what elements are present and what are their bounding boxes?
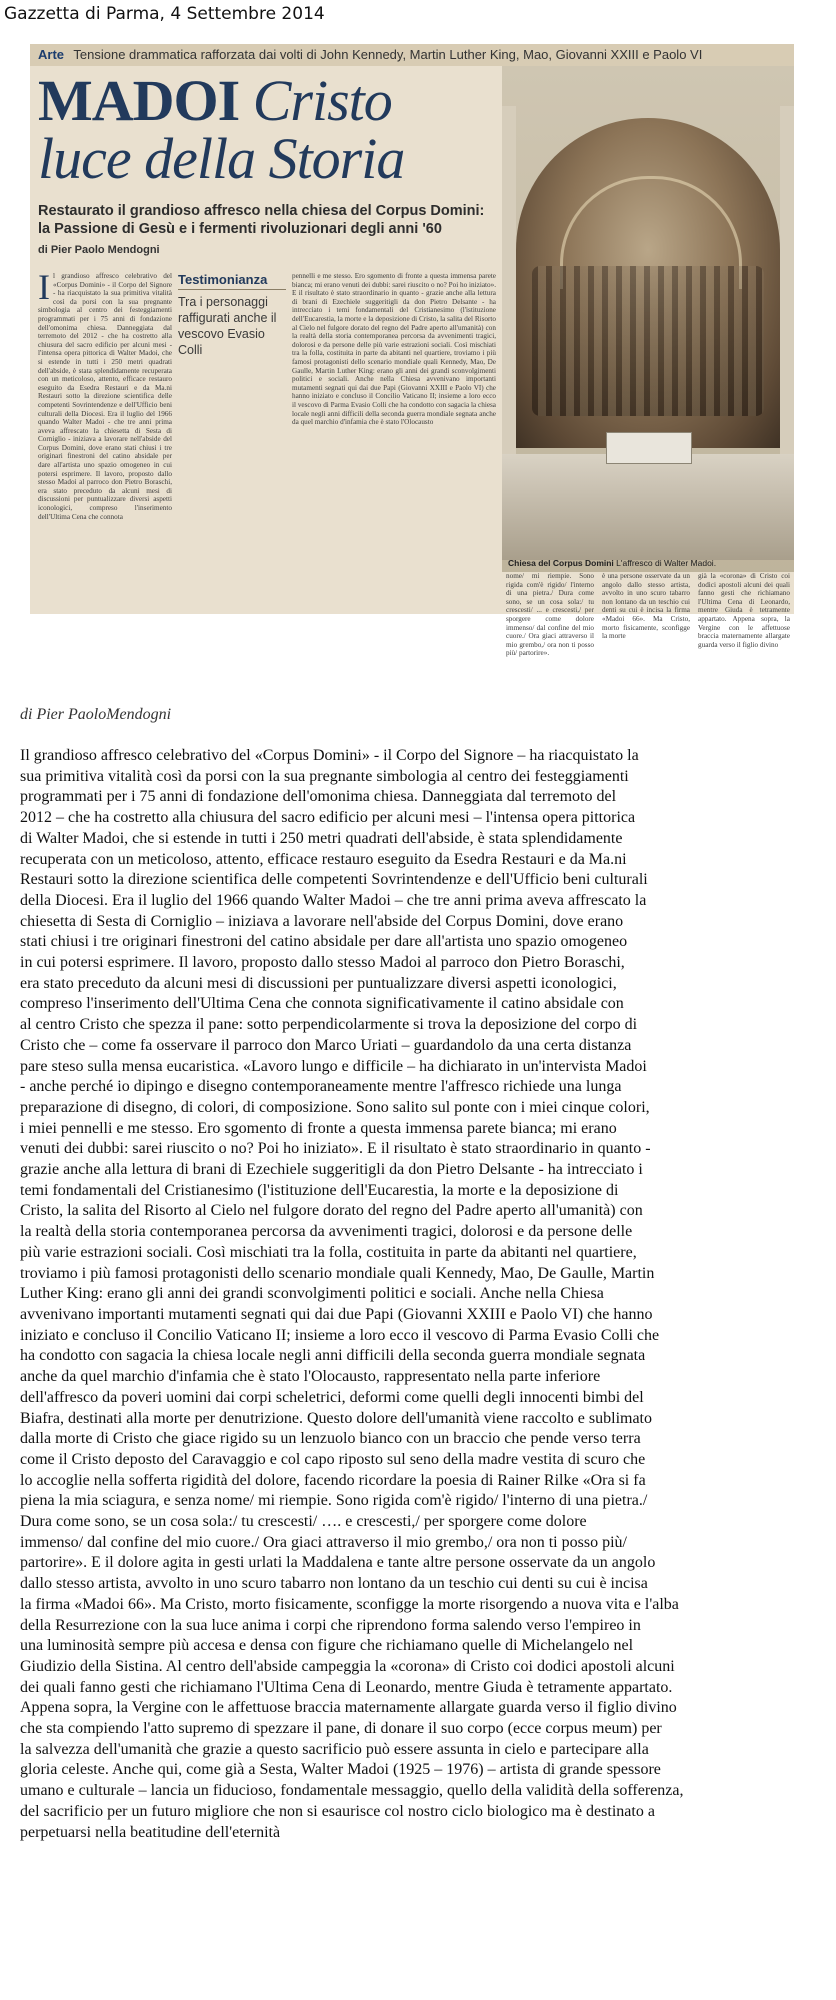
pillar-right — [780, 106, 794, 466]
column-2 — [292, 272, 496, 614]
headline-line2: luce della Storia — [38, 126, 405, 191]
bottom-column-1: nome/ mi riempie. Sono rigida com'è rigido/ l'interno di una pietra./ Dura come sono, se un cosa sola:/ tu crescesti/ ... e crescesti,/ per sporgere come dolore immenso/ dal confine del mio cuore./ Ora giaci attraverso il mio grembo,/ ora non ti posso più/ partorire». — [506, 572, 594, 658]
column-1-text: l grandioso affresco celebrativo del «Corpus Domini» - il Corpo del Signore - ha riacquistato la sua primitiva vitalità così da porsi con la sua pregnante simbologia al centro dei festeggiamenti programmati per i 75 anni di fondazione dell'omonima chiesa. Danneggiata dal terremoto del 2012 - che ha costretto alla chiusura del sacro edificio per alcuni mesi - l'intensa opera pittorica di Walter Madoi, che si estende in tutti i 250 metri quadrati dell'abside, è stata splendidamente recuperata con un meticoloso, attento, efficace restauro eseguito da Esedra Restauri e da Ma.ni Restauri sotto la direzione scientifica delle competenti Sovrintendenze e dell'Ufficio beni culturali della Diocesi. Era il luglio del 1966 quando Walter Madoi - che tre anni prima aveva affrescato la chiesetta di Sesta di Corniglio - iniziava a lavorare nell'abside del Corpus Domini, dove erano stati chiusi i tre originari finestroni del catino absidale per dare all'artista uno spazio omogeneo in cui potersi esprimere. Il lavoro, proposto dallo stesso Madoi al parroco don Pietro Boraschi, era stato preceduto da alcuni mesi di discussioni per puntualizzare diversi aspetti iconologici, compreso l'inserimento dell'Ultima Cena che connota — [38, 272, 172, 521]
body-line: che sta compiendo l'atto supremo di spezzare il pane, di donare il suo corpo (ecce corpus meum) per — [20, 1720, 662, 1738]
body-line: troviamo i più famosi protagonisti dello scenario mondiale quali Kennedy, Mao, De Gaulle, Martin — [20, 1264, 655, 1282]
body-line: Cristo, la salita del Risorto al Cielo nel fulgore dorato del regno del Padre aperto all'umanità) con — [20, 1202, 643, 1220]
body-line: più varie estrazioni sociali. Così mischiati tra la folla, costituita in parte da abitanti nel quartiere, — [20, 1243, 637, 1261]
body-line: partorire». E il dolore agita in gesti urlati la Maddalena e tante altre persone osservate da un angolo — [20, 1554, 656, 1572]
body-line: Restauri sotto la direzione scientifica delle competenti Sovrintendenze e dell'Ufficio beni culturali — [20, 871, 648, 889]
body-line: dallo stesso artista, avvolto in uno scuro tabarro non lontano da un teschio cui denti su cui è incisa — [20, 1575, 648, 1593]
body-line: venuti dei dubbi: sarei riuscito o no? Poi ho iniziato». E il risultato è stato straordinario in quanto - — [20, 1140, 651, 1158]
headline-italic: Cristo — [252, 68, 392, 133]
body-line: umano e culturale – lancia un fiducioso, fondamentale messaggio, quello della validità della sofferenza, — [20, 1782, 684, 1800]
body-line: di Walter Madoi, che si estende in tutti i 250 metri quadrati dell'abside, è stata splendidamente — [20, 829, 623, 847]
body-line: una luminosità sempre più accesa e densa con figure che richiamano quelle di Michelangelo nel — [20, 1637, 634, 1655]
altar — [606, 432, 692, 464]
body-line: la salvezza dell'umanità che grazie a questo sacrificio può essere assunta in cielo e partecipare alla — [20, 1740, 649, 1758]
headline — [38, 68, 498, 191]
body-line: preparazione di disegno, di colori, di composizione. Sono salito sul ponte con i miei cinque colori, — [20, 1098, 650, 1116]
body-line: i miei pennelli e me stesso. Ero sgomento di fronte a questa immensa parete bianca; mi erano — [20, 1119, 617, 1137]
body-line: grazie anche alla lettura di brani di Ezechiele suggeritigli da don Pietro Delsante - ha intrecciato i — [20, 1161, 643, 1179]
church-floor — [502, 454, 794, 560]
body-line: Cristo che – come fa osservare il parroco don Marco Uriati – guardandolo da una certa distanza — [20, 1036, 632, 1054]
body-line: - anche perché io dipingo e disegno contemporaneamente mentre l'affresco richiede una lunga — [20, 1078, 622, 1096]
body-line: chiesetta di Sesta di Corniglio – iniziava a lavorare nell'abside del Corpus Domini, dove erano — [20, 912, 624, 930]
testimonianza-text: Tra i personaggi raffigurati anche il vescovo Evasio Colli — [178, 295, 277, 357]
body-line: stati chiusi i tre originari finestroni del catino absidale per dare all'artista uno spazio omogeneo — [20, 933, 628, 951]
body-line: pare steso sulla mensa eucaristica. «Lavoro lungo e difficile – ha dichiarato in un'intervista Madoi — [20, 1057, 647, 1075]
body-line: come il Cristo deposto del Caravaggio e col capo riposto sul seno della madre vestita di scuro che — [20, 1450, 646, 1468]
body-line: dei quali fanno gesti che richiamano l'Ultima Cena di Leonardo, mentre Giuda è tetramente appartato. — [20, 1678, 673, 1696]
testimonianza-title: Testimonianza — [178, 272, 286, 290]
masthead: Gazzetta di Parma, 4 Settembre 2014 — [4, 4, 325, 24]
kicker-text: Tensione drammatica rafforzata dai volti di John Kennedy, Martin Luther King, Mao, Giovanni XXIII e Paolo VI — [73, 47, 703, 62]
body-line: dell'affresco da poveri uomini dai corpi scheletrici, deformi come quelli degli innocenti bimbi del — [20, 1388, 644, 1406]
body-line: programmati per i 75 anni di fondazione dell'omonima chiesa. Danneggiata dal terremoto del — [20, 788, 617, 806]
body-line: recuperata con un meticoloso, attento, efficace restauro eseguito da Esedra Restauri e da Ma.ni — [20, 850, 627, 868]
body-line: ha condotto con sagacia la chiesa locale negli anni difficili della seconda guerra mondiale segnata — [20, 1347, 646, 1365]
body-line: lo accoglie nella sofferta rigidità del dolore, facendo ricordare la poesia di Rainer Rilke «Ora si fa — [20, 1471, 646, 1489]
caption-bold: Chiesa del Corpus Domini — [508, 558, 614, 568]
bottom-column-2: è una persone osservate da un angolo dallo stesso artista, avvolto in uno scuro tabarro non lontano da un teschio cui denti su cui è incisa la firma «Madoi 66». Ma Cristo, morto fisicamente, sconfigge la morte — [602, 572, 690, 641]
body-line: era stato preceduto da alcuni mesi di discussioni per puntualizzare diversi aspetti iconologici, — [20, 974, 617, 992]
body-line: Giudizio della Sistina. Al centro dell'abside campeggia la «corona» di Cristo coi dodici apostoli alcuni — [20, 1657, 675, 1675]
bottom-column-3: già la «corona» di Cristo coi dodici apostoli alcuni dei quali fanno gesti che richiamano l'Ultima Cena di Leonardo, mentre Giuda è tetramente appartato. Appena sopra, la Vergine con le affettuose braccia maternamente allargate guarda verso il figlio divino — [698, 572, 790, 649]
column-1 — [38, 267, 172, 614]
body-line: la firma «Madoi 66». Ma Cristo, morto fisicamente, sconfigge la morte risorgendo a nuova vita e l'alba — [20, 1595, 679, 1613]
article-byline: di Pier PaoloMendogni — [20, 706, 172, 723]
body-line: perpetuarsi nella beatitudine dell'eternità — [20, 1823, 281, 1841]
body-line: avvenivano importanti mutamenti segnati qui dai due Papi (Giovanni XXIII e Paolo VI) che hanno — [20, 1305, 653, 1323]
body-line: della Resurrezione con la sua luce anima i corpi che riprendono forma salendo verso l'empireo in — [20, 1616, 641, 1634]
caption-text: L'affresco di Walter Madoi. — [616, 558, 717, 568]
body-line: iniziato e concluso il Concilio Vaticano II; insieme a loro ecco il vescovo di Parma Evasio Colli che — [20, 1326, 660, 1344]
body-line: in cui potersi esprimere. Il lavoro, proposto dallo stesso Madoi al parroco don Pietro Boraschi, — [20, 954, 625, 972]
body-line: Luther King: erano gli anni dei grandi sconvolgimenti politici e sociali. Anche nella Chiesa — [20, 1285, 604, 1303]
body-line: della Diocesi. Era il luglio del 1966 quando Walter Madoi – che tre anni prima aveva affrescato la — [20, 891, 647, 909]
body-line: del sacrificio per un futuro migliore che non si esaurisce col nostro ciclo biologico ma è destinato a — [20, 1802, 655, 1820]
body-line: gloria celeste. Anche qui, come già a Sesta, Walter Madoi (1925 – 1976) – artista di grande spessore — [20, 1761, 661, 1779]
body-line: la realtà della storia contemporanea percorsa da avvenimenti tragici, dolorosi e da persone delle — [20, 1223, 633, 1241]
body-line: immenso/ dal confine del mio cuore./ Ora giaci attraverso il mio grembo,/ ora non ti posso più/ — [20, 1533, 627, 1551]
fresco-photo — [502, 66, 794, 614]
kicker-bar — [30, 44, 794, 66]
article-body — [20, 746, 820, 1843]
body-line: dalla morte di Cristo che giace rigido su un lenzuolo bianco con un braccio che pende verso terra — [20, 1430, 641, 1448]
body-line: sua primitiva vitalità così da porsi con la sua pregnante simbologia al centro dei festeggiamenti — [20, 767, 629, 785]
newspaper-clipping — [30, 44, 794, 614]
body-line: Dura come sono, se un cosa sola:/ tu crescesti/ …. e crescesti,/ per sporgere come dolore — [20, 1513, 587, 1531]
body-line: Biafra, destinati alla morte per denutrizione. Questo dolore dell'umanità viene raccolto e sublimato — [20, 1409, 652, 1427]
column-2-text: pennelli e me stesso. Ero sgomento di fronte a questa immensa parete bianca; mi erano venuti dei dubbi: sarei riuscito o no? Poi ho iniziato». E il risultato è stato straordinario in quanto - grazie anche alla lettura di brani di Ezechiele suggeritigli da don Pietro Delsante - ha intrecciato i temi fondamentali del Cristianesimo (l'istituzione dell'Eucarestia, la morte e la deposizione di Cristo, la salita del Risorto al Cielo nel fulgore dorato del regno del Padre aperto all'umanità) con la realtà della storia contemporanea percorsa da avvenimenti tragici, dolorosi e da persone delle più varie estrazioni sociali. Così mischiati tra la folla, costituita in parte da abitanti nel quartiere, troviamo i più famosi protagonisti dello scenario mondiale quali Kennedy, Mao, De Gaulle, Martin Luther King: erano gli anni dei grandi sconvolgimenti politici e sociali. Anche nella Chiesa avvenivano importanti mutamenti segnati qui dai due Papi (Giovanni XXIII e Paolo VI) che hanno iniziato e concluso il Concilio Vaticano II; insieme a loro ecco il vescovo di Parma Evasio Colli che ha condotto con sagacia la chiesa locale negli anni difficili della seconda guerra mondiale segnata anche da quel marchio d'infamia che è stato l'Olocausto — [292, 272, 496, 427]
body-line: compreso l'inserimento dell'Ultima Cena che connota significativamente il catino absidale con — [20, 995, 624, 1013]
headline-main: MADOI — [38, 68, 240, 133]
pillar-left — [502, 106, 516, 466]
body-line: al centro Cristo che spezza il pane: sotto perpendicolarmente si trova la deposizione del corpo di — [20, 1016, 638, 1034]
body-line: anche da quel marchio d'infamia che è stato l'Olocausto, rappresentato nella parte inferiore — [20, 1368, 601, 1386]
body-line: Il grandioso affresco celebrativo del «Corpus Domini» - il Corpo del Signore – ha riacquistato la — [20, 747, 639, 764]
testimonianza-box — [178, 272, 286, 358]
section-label: Arte — [38, 47, 65, 62]
deck: Restaurato il grandioso affresco nella chiesa del Corpus Domini: la Passione di Gesù e i fermenti rivoluzionari degli anni '60 — [38, 203, 485, 237]
body-line: temi fondamentali del Cristianesimo (l'istituzione dell'Eucarestia, la morte e la deposizione di — [20, 1181, 619, 1199]
clipping-byline: di Pier Paolo Mendogni — [38, 244, 160, 256]
body-line: Appena sopra, la Vergine con le affettuose braccia maternamente allargate guarda verso il figlio divino — [20, 1699, 677, 1717]
body-line: piena la mia sciagura, e senza nome/ mi riempie. Sono rigida com'è rigido/ l'interno di una pietra./ — [20, 1492, 648, 1510]
body-line: 2012 – che ha costretto alla chiusura del sacro edificio per alcuni mesi – l'intensa opera pittorica — [20, 809, 636, 827]
fresco-figures — [532, 266, 764, 416]
dropcap: I — [38, 267, 50, 307]
